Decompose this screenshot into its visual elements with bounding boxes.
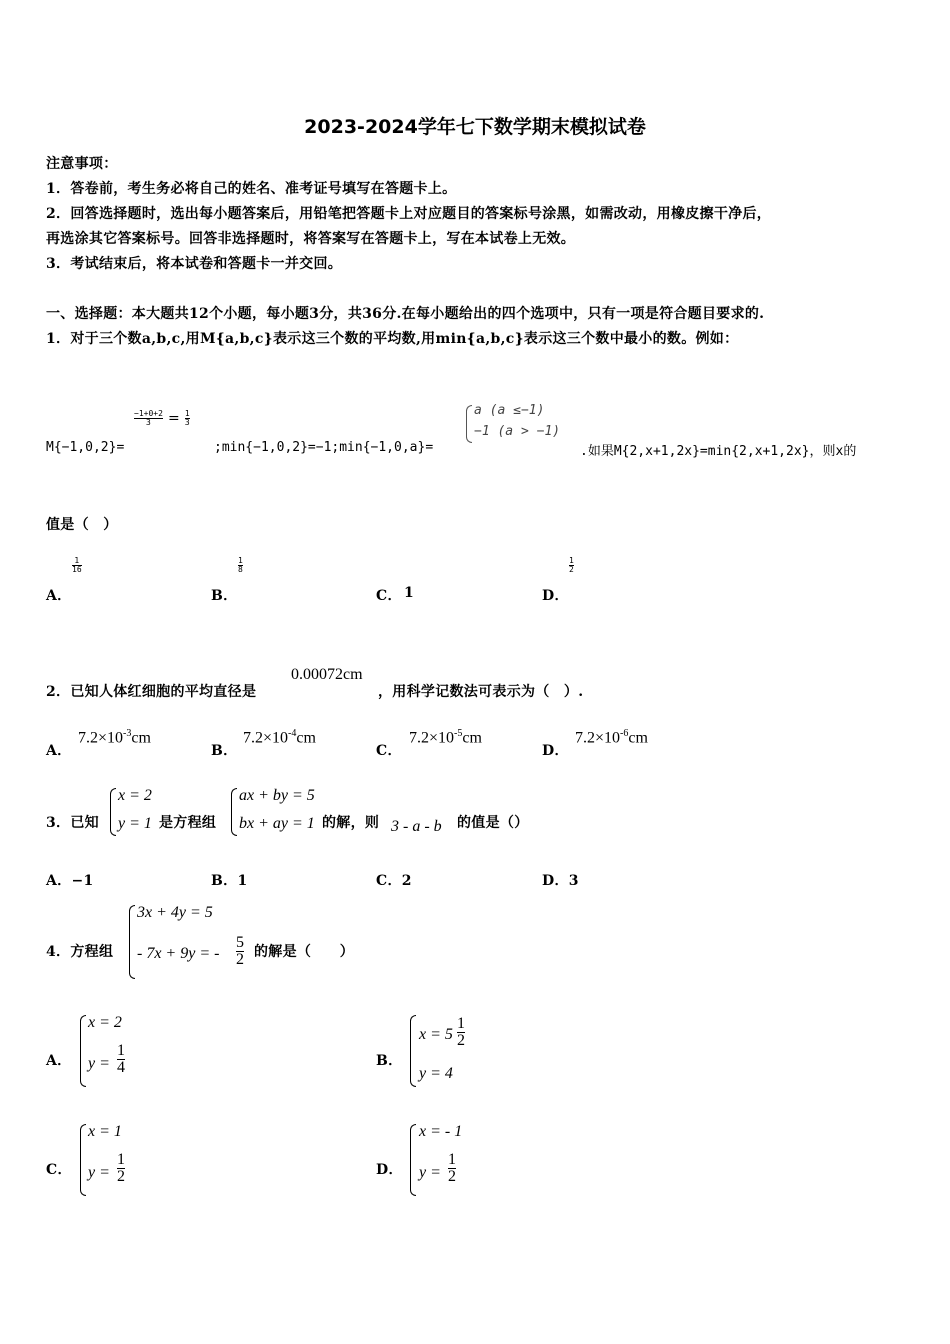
option-label: D． xyxy=(542,873,569,889)
frac-num: 1 xyxy=(184,409,190,418)
frac-den: 2 xyxy=(448,1168,456,1185)
sci-exp: -4 xyxy=(288,728,297,739)
option-a-value[interactable] xyxy=(72,555,82,574)
notice-item: 2．回答选择题时，选出每小题答案后，用铅笔把答题卡上对应题目的答案标号涂黑，如需改动，用橡皮擦干净后， xyxy=(46,206,772,222)
option-c-value[interactable]: 1 xyxy=(404,585,415,601)
option-a-label[interactable]: A． xyxy=(46,1053,72,1069)
question-2-stem: 2．已知人体红细胞的平均直径是 xyxy=(46,684,257,700)
option-d-label[interactable]: D． xyxy=(542,588,569,604)
question-3-lead: 3．已知 xyxy=(46,815,99,831)
q1-case-brace xyxy=(466,405,472,443)
option-d-line-1[interactable]: x = - 1 xyxy=(419,1123,463,1140)
option-value: −1 xyxy=(71,873,94,889)
frac-num: 1 xyxy=(457,1015,465,1032)
q3-system-brace xyxy=(231,788,237,836)
option-d-label[interactable]: D． xyxy=(376,1162,403,1178)
option-label: B． xyxy=(211,873,238,889)
option-c-label[interactable]: C． xyxy=(376,588,402,604)
eq-sign: = xyxy=(168,410,180,427)
option-value: 3 xyxy=(568,873,579,889)
q2-value: 0.00072cm xyxy=(291,666,363,683)
q4-system-brace xyxy=(129,905,135,979)
q3-solution-brace xyxy=(110,788,116,836)
q3-expr: 3 - a - b xyxy=(391,818,442,835)
frac-den: 2 xyxy=(236,951,244,968)
q1-example-fraction xyxy=(134,408,190,427)
sci-exp: -3 xyxy=(123,728,132,739)
q1-tail-2: 值是（ ） xyxy=(46,517,118,533)
option-a-label[interactable]: A． xyxy=(46,588,72,604)
frac-num: 5 xyxy=(236,934,244,951)
option-a[interactable] xyxy=(46,870,94,890)
option-a-value[interactable] xyxy=(78,728,151,747)
option-d-value[interactable] xyxy=(569,555,574,574)
question-4-lead: 4．方程组 xyxy=(46,944,114,960)
q4-eq-1: 3x + 4y = 5 xyxy=(137,904,213,921)
option-a-fraction[interactable] xyxy=(117,1043,125,1076)
option-a-line-2[interactable]: y = xyxy=(88,1055,110,1072)
sci-base: 7.2×10 xyxy=(409,729,455,747)
frac-num: 1 xyxy=(74,556,80,565)
option-c-label[interactable]: C． xyxy=(46,1162,72,1178)
notice-item: 3．考试结束后，将本试卷和答题卡一并交回。 xyxy=(46,256,343,272)
option-a-brace xyxy=(80,1015,86,1087)
frac-num: 1 xyxy=(238,556,243,565)
q3-end: 的值是（） xyxy=(457,815,529,831)
option-b-value[interactable] xyxy=(243,728,316,747)
frac-den: 3 xyxy=(146,418,151,427)
option-d-label[interactable]: D． xyxy=(542,743,569,759)
option-d-line-2[interactable]: y = xyxy=(419,1164,441,1181)
option-b-value[interactable] xyxy=(238,555,243,574)
unit: cm xyxy=(628,729,648,747)
q3-sol-x: x = 2 xyxy=(118,787,152,804)
sci-exp: -6 xyxy=(620,728,629,739)
frac-den: 8 xyxy=(238,565,243,574)
option-d-fraction[interactable] xyxy=(448,1152,456,1185)
q1-case-2: −1 (a > −1) xyxy=(474,424,561,439)
frac-num: 1 xyxy=(569,556,574,565)
option-c-value[interactable] xyxy=(409,728,482,747)
option-c-fraction[interactable] xyxy=(117,1152,125,1185)
frac-den: 3 xyxy=(184,418,190,427)
option-b-label[interactable]: B． xyxy=(376,1053,403,1069)
option-c-line-1[interactable]: x = 1 xyxy=(88,1123,122,1140)
q3-mid-2: 的解，则 xyxy=(322,815,380,831)
q1-m-prefix: M{−1,0,2}= xyxy=(46,440,125,455)
sci-base: 7.2×10 xyxy=(575,729,621,747)
option-value: 2 xyxy=(401,873,412,889)
option-b-line-1[interactable]: x = 5 xyxy=(419,1026,453,1043)
notice-heading: 注意事项： xyxy=(46,156,118,172)
question-2-stem-end: ，用科学记数法可表示为（ ）. xyxy=(378,684,584,700)
question-1-stem: 1．对于三个数a,b,c,用M{a,b,c}表示这三个数的平均数,用min{a,b,c}表示这三个数中最小的数。例如： xyxy=(46,331,739,347)
option-value: 1 xyxy=(237,873,248,889)
notice-item: 1．答卷前，考生务必将自己的姓名、准考证号填写在答题卡上。 xyxy=(46,181,457,197)
option-b-line-2[interactable]: y = 4 xyxy=(419,1065,453,1082)
q1-case-1: a (a ≤−1) xyxy=(474,403,545,418)
q4-eq-2-left: - 7x + 9y = - xyxy=(137,945,220,962)
option-a-label[interactable]: A． xyxy=(46,743,72,759)
notice-item: 再选涂其它答案标号。回答非选择题时，将答案写在答题卡上，写在本试卷上无效。 xyxy=(46,231,576,247)
q3-mid: 是方程组 xyxy=(159,815,217,831)
q1-min-text: ;min{−1,0,2}=−1;min{−1,0,a}= xyxy=(214,440,434,455)
section-heading: 一、选择题：本大题共12个小题，每小题3分，共36分.在每小题给出的四个选项中，只有一项是符合题目要求的. xyxy=(46,306,765,322)
option-b[interactable] xyxy=(211,870,247,890)
option-c-label[interactable]: C． xyxy=(376,743,402,759)
option-c-brace xyxy=(80,1124,86,1196)
q3-sol-y: y = 1 xyxy=(118,815,152,832)
frac-den: 2 xyxy=(117,1168,125,1185)
unit: cm xyxy=(131,729,151,747)
frac-num: −1+0+2 xyxy=(134,409,163,418)
option-label: A． xyxy=(46,873,72,889)
frac-den: 2 xyxy=(457,1032,465,1049)
page-title: 2023-2024学年七下数学期末模拟试卷 xyxy=(304,116,646,138)
option-d[interactable] xyxy=(542,870,579,890)
sci-exp: -5 xyxy=(454,728,463,739)
option-a-line-1[interactable]: x = 2 xyxy=(88,1014,122,1031)
sci-base: 7.2×10 xyxy=(78,729,124,747)
unit: cm xyxy=(462,729,482,747)
option-label: C． xyxy=(376,873,402,889)
frac-num: 1 xyxy=(117,1042,125,1059)
q3-eq-1: ax + by = 5 xyxy=(239,787,315,804)
option-b-label[interactable]: B． xyxy=(211,588,238,604)
frac-num: 1 xyxy=(117,1151,125,1168)
q4-eq-2-fraction xyxy=(236,935,244,968)
option-b-label[interactable]: B． xyxy=(211,743,238,759)
option-d-value[interactable] xyxy=(575,728,648,747)
q3-eq-2: bx + ay = 1 xyxy=(239,815,315,832)
q1-tail: .如果M{2,x+1,2x}=min{2,x+1,2x}，则x的 xyxy=(580,444,857,459)
frac-den: 4 xyxy=(117,1059,125,1076)
option-d-brace xyxy=(410,1124,416,1196)
frac-den: 2 xyxy=(569,565,574,574)
option-c-line-2[interactable]: y = xyxy=(88,1164,110,1181)
option-b-fraction[interactable] xyxy=(457,1016,465,1049)
frac-den: 16 xyxy=(72,565,82,574)
option-b-brace xyxy=(410,1015,416,1087)
frac-num: 1 xyxy=(448,1151,456,1168)
unit: cm xyxy=(296,729,316,747)
option-c[interactable] xyxy=(376,870,412,890)
q4-end: 的解是（ ） xyxy=(254,944,355,960)
sci-base: 7.2×10 xyxy=(243,729,289,747)
